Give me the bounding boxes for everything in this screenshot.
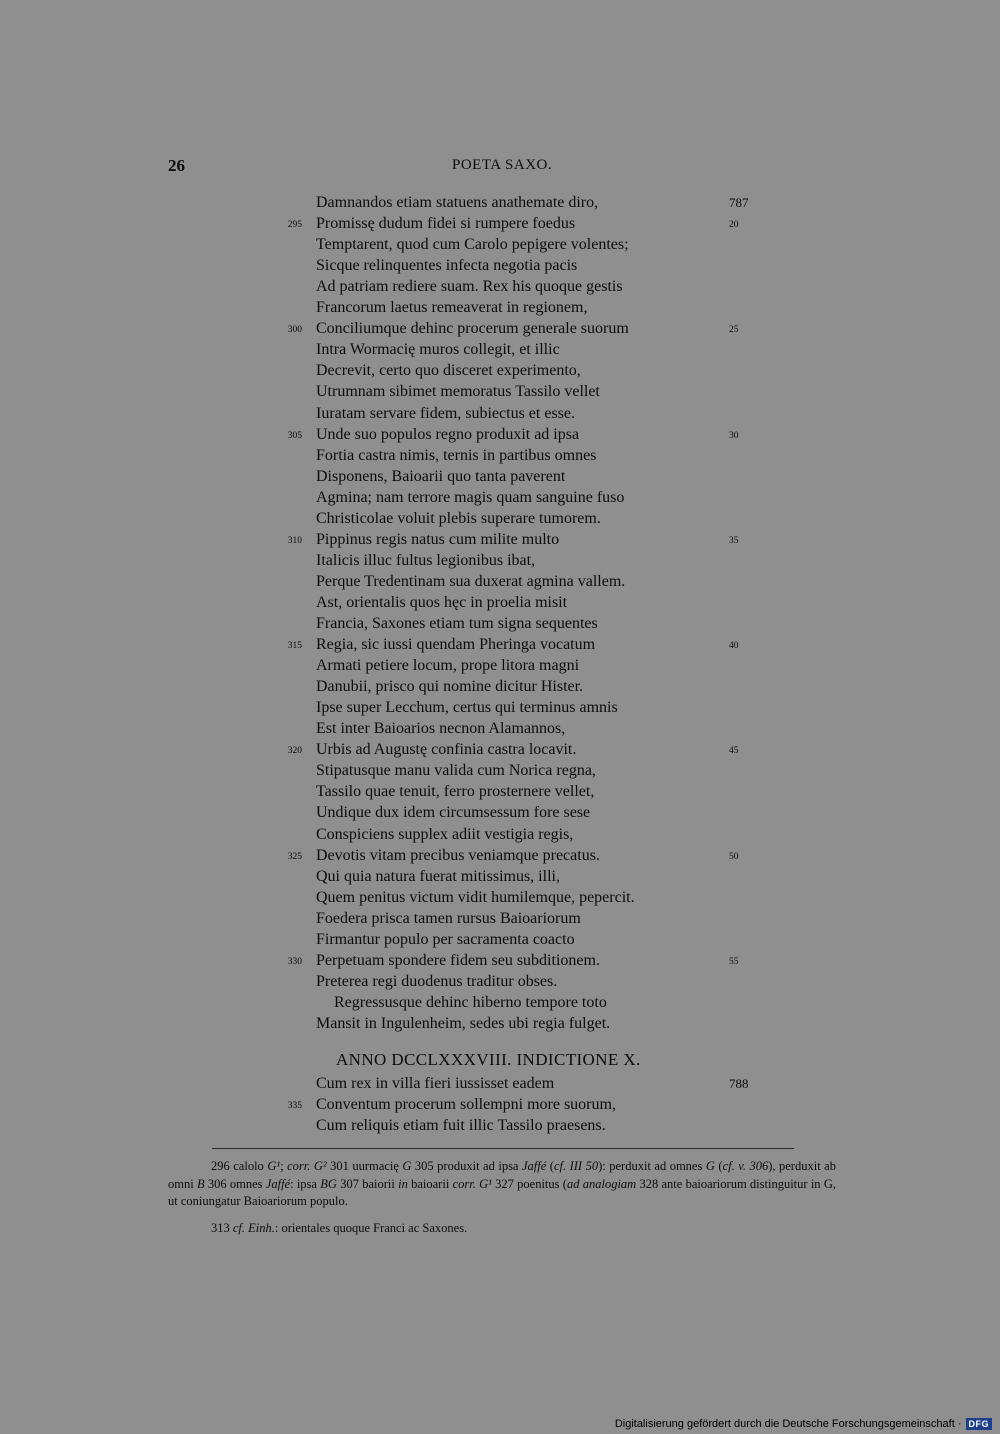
margin-reference: 35 xyxy=(729,535,739,546)
verse-line xyxy=(0,468,1000,489)
margin-reference: 787 xyxy=(729,195,749,210)
verse-text: Iuratam servare fidem, subiectus et esse. xyxy=(316,404,576,422)
line-number: 310 xyxy=(287,535,302,546)
verse-text: Conspiciens supplex adiit vestigia regis, xyxy=(316,825,574,843)
verse-text: Quem penitus victum vidit humilemque, pepercit. xyxy=(316,888,635,906)
running-title: POETA SAXO. xyxy=(452,157,553,173)
verse-text: Promissę dudum fidei si rumpere foedus xyxy=(316,215,576,233)
verse-text: Agmina; nam terrore magis quam sanguine fuso xyxy=(316,488,625,506)
footnote-source: 313 cf. Einh.: orientales quoque Franci ac Saxones. xyxy=(211,1220,468,1235)
verse-line xyxy=(0,804,1000,825)
verse-text: Ast, orientalis quos hęc in proelia misit xyxy=(316,593,568,611)
verse-line xyxy=(0,657,1000,678)
margin-reference: 50 xyxy=(729,851,739,862)
line-number: 300 xyxy=(287,325,302,336)
verse-text: Mansit in Ingulenheim, sedes ubi regia fulget. xyxy=(316,1014,611,1032)
verse-text: Urbis ad Augustę confinia castra locavit. xyxy=(316,741,577,759)
verse-text: Tassilo quae tenuit, ferro prosternere vellet, xyxy=(316,783,595,801)
verse-line xyxy=(0,783,1000,804)
verse-text: Christicolae voluit plebis superare tumorem. xyxy=(316,509,601,527)
verse-text: Pippinus regis natus cum milite multo xyxy=(316,530,560,548)
line-number: 315 xyxy=(287,641,302,652)
verse-line xyxy=(0,699,1000,720)
verse-line xyxy=(0,868,1000,889)
verse-text: Italicis illuc fultus legionibus ibat, xyxy=(316,551,536,569)
line-number: 320 xyxy=(287,746,302,757)
verse-text: Francia, Saxones etiam tum signa sequentes xyxy=(316,615,598,632)
verse-line xyxy=(0,762,1000,783)
verse-line xyxy=(0,826,1000,847)
verse-line xyxy=(0,741,1000,762)
verse-line xyxy=(0,489,1000,510)
verse-line xyxy=(0,889,1000,910)
verse-text: Perque Tredentinam sua duxerat agmina vallem. xyxy=(316,572,626,590)
verse-line xyxy=(0,299,1000,320)
verse-text: Decrevit, certo quo disceret experimento, xyxy=(316,362,581,380)
digitization-credit xyxy=(615,1418,992,1430)
verse-text: Preterea regi duodenus traditur obses. xyxy=(316,972,558,990)
verse-line xyxy=(0,383,1000,404)
verse-text: Firmantur populo per sacramenta coacto xyxy=(316,930,575,948)
verse-text: Ad patriam rediere suam. Rex his quoque gestis xyxy=(316,278,623,296)
verse-line xyxy=(0,405,1000,426)
verse-text: Regia, sic iussi quendam Pheringa vocatum xyxy=(316,636,596,654)
verse-line xyxy=(0,594,1000,615)
footnote-rule xyxy=(212,1148,794,1149)
verse-text: Stipatusque manu valida cum Norica regna, xyxy=(316,762,596,780)
verse-text: Utrumnam sibimet memoratus Tassilo vellet xyxy=(316,383,600,401)
verse-line xyxy=(0,531,1000,552)
verse-line xyxy=(0,552,1000,573)
verse-line xyxy=(0,426,1000,447)
verse-text: Cum rex in villa fieri iussisset eadem xyxy=(316,1075,555,1092)
line-number: 295 xyxy=(287,220,302,231)
verse-text: Damnandos etiam statuens anathemate diro, xyxy=(316,194,599,211)
verse-line xyxy=(0,341,1000,362)
margin-reference: 40 xyxy=(729,641,739,652)
verse-line xyxy=(0,215,1000,236)
verse-line xyxy=(0,1015,1000,1036)
line-number: 325 xyxy=(287,851,302,862)
line-number: 330 xyxy=(287,956,302,967)
verse-line xyxy=(0,1075,1000,1096)
verse-text: Qui quia natura fuerat mitissimus, illi, xyxy=(316,867,560,885)
margin-reference: 55 xyxy=(729,956,739,967)
verse-line xyxy=(0,320,1000,341)
verse-line xyxy=(0,910,1000,931)
margin-reference: 30 xyxy=(729,430,739,441)
margin-reference: 20 xyxy=(729,220,739,231)
verse-text: Foedera prisca tamen rursus Baioariorum xyxy=(316,909,581,927)
verse-line xyxy=(0,236,1000,257)
margin-reference: 45 xyxy=(729,746,739,757)
verse-line xyxy=(0,615,1000,636)
verse-line xyxy=(0,720,1000,741)
verse-line xyxy=(0,510,1000,531)
line-number: 335 xyxy=(287,1101,302,1111)
verse-text: Ipse super Lecchum, certus qui terminus amnis xyxy=(316,699,618,717)
footnote-apparatus: 296 calolo G¹; corr. G² 301 uurmacię G 305 produxit ad ipsa Jaffé (cf. III 50): perduxit ad omnes G (cf. v. 306), perduxit ab omni B 306 omnes Jaffé: ipsa BG 307 baiorii in baioarii corr. G¹ 327 poenitus (ad analogiam 328 ante baioariorum distinguitur in G, ut coniungatur Baioariorum populo. xyxy=(168,1159,836,1208)
verse-line xyxy=(0,931,1000,952)
verse-text: Regressusque dehinc hiberno tempore toto xyxy=(334,993,607,1011)
verse-text: Conventum procerum sollempni more suorum, xyxy=(316,1096,616,1113)
verse-line xyxy=(0,447,1000,468)
footnotes xyxy=(168,1158,836,1237)
verse-line xyxy=(0,847,1000,868)
verse-text: Armati petiere locum, prope litora magni xyxy=(316,657,580,675)
verse-line xyxy=(0,952,1000,973)
verse-line xyxy=(0,636,1000,657)
verse-text: Conciliumque dehinc procerum generale suorum xyxy=(316,320,629,338)
page-number: 26 xyxy=(168,156,185,175)
verse-line xyxy=(0,278,1000,299)
verse-line xyxy=(0,973,1000,994)
verse-text: Undique dux idem circumsessum fore sese xyxy=(316,804,591,822)
line-number: 305 xyxy=(287,430,302,441)
verse-line xyxy=(0,1117,1000,1138)
margin-reference: 25 xyxy=(729,325,739,336)
verse-line xyxy=(0,678,1000,699)
verse-text: Temptarent, quod cum Carolo pepigere volentes; xyxy=(316,236,629,254)
verse-text: Unde suo populos regno produxit ad ipsa xyxy=(316,425,580,443)
margin-reference: 788 xyxy=(729,1076,749,1091)
verse-text: Cum reliquis etiam fuit illic Tassilo praesens. xyxy=(316,1117,606,1134)
verse-line xyxy=(0,573,1000,594)
verse-text: Fortia castra nimis, ternis in partibus omnes xyxy=(316,446,597,464)
verse-text: Devotis vitam precibus veniamque precatus. xyxy=(316,846,600,864)
verse-text: Intra Wormacię muros collegit, et illic xyxy=(316,341,560,359)
credit-text: Digitalisierung gefördert durch die Deutsche Forschungsgemeinschaft · xyxy=(614,1418,962,1430)
verse-line xyxy=(0,194,1000,215)
year-heading: ANNO DCCLXXXVIII. INDICTIONE X. xyxy=(336,1050,641,1069)
dfg-logo: DFG xyxy=(966,1418,993,1430)
verse-line xyxy=(0,362,1000,383)
verse-text: Sicque relinquentes infecta negotia pacis xyxy=(316,257,578,275)
verse-text: Danubii, prisco qui nomine dicitur Hister. xyxy=(316,678,584,696)
verse-text: Francorum laetus remeaverat in regionem, xyxy=(316,299,588,317)
verse-line xyxy=(0,994,1000,1015)
verse-text: Disponens, Baioarii quo tanta paverent xyxy=(316,467,566,485)
verse-line xyxy=(0,1096,1000,1117)
verse-text: Est inter Baioarios necnon Alamannos, xyxy=(316,720,566,738)
verse-line xyxy=(0,257,1000,278)
verse-text: Perpetuam spondere fidem seu subditionem. xyxy=(316,951,600,969)
